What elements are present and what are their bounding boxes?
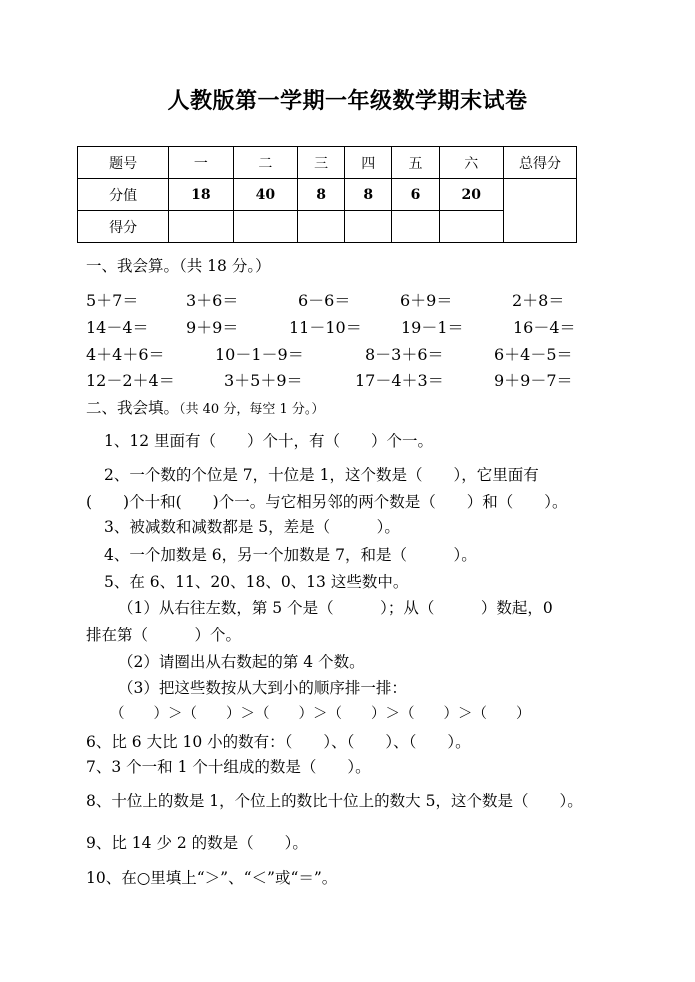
calc-item: 10－1－9＝ [215, 345, 304, 364]
calc-item: 9＋9＝ [186, 318, 239, 337]
score-cell[interactable] [298, 211, 345, 243]
score-table [77, 146, 577, 243]
calc-item: 6＋4－5＝ [494, 345, 573, 364]
calc-item: 16－4＝ [513, 318, 576, 337]
table-row [78, 179, 577, 211]
total-score-cell[interactable] [504, 179, 577, 243]
table-header-cell: 五 [392, 147, 439, 179]
question-5-1-line1: （1）从右往左数，第 5 个是（ ）；从（ ）数起，0 [118, 599, 553, 617]
calc-item: 14－4＝ [86, 318, 149, 337]
table-row [78, 211, 577, 243]
question-8: 8、十位上的数是 1，个位上的数比十位上的数大 5，这个数是（ ）。 [86, 792, 583, 810]
value-cell: 6 [392, 179, 439, 211]
calc-item: 17－4＋3＝ [355, 371, 444, 390]
table-header-cell: 六 [439, 147, 503, 179]
value-cell: 18 [169, 179, 233, 211]
question-5-2: （2）请圈出从右数起的第 4 个数。 [118, 653, 365, 671]
value-cell: 8 [345, 179, 392, 211]
table-header-cell: 二 [233, 147, 297, 179]
question-3: 3、被减数和减数都是 5，差是（ ）。 [104, 518, 400, 536]
score-cell[interactable] [233, 211, 297, 243]
question-9: 9、比 14 少 2 的数是（ ）。 [86, 834, 308, 852]
value-cell: 40 [233, 179, 297, 211]
calc-item: 6＋9＝ [400, 291, 453, 310]
question-10: 10、在○里填上“＞”、“＜”或“＝”。 [86, 869, 338, 887]
calc-item: 12－2＋4＝ [86, 371, 175, 390]
section2-title: 二、我会填。 [86, 399, 180, 417]
calc-item: 2＋8＝ [512, 291, 565, 310]
section2-heading [86, 396, 324, 418]
score-cell[interactable] [392, 211, 439, 243]
question-5-3: （3）把这些数按从大到小的顺序排一排： [118, 679, 407, 697]
table-header-cell: 三 [298, 147, 345, 179]
calc-item: 19－1＝ [401, 318, 464, 337]
question-2-line2: ( )个十和( )个一。与它相另邻的两个数是（ ）和（ ）。 [86, 493, 568, 511]
question-5-1-line2: 排在第（ ）个。 [86, 626, 242, 644]
question-1: 1、12 里面有（ ）个十，有（ ）个一。 [104, 432, 434, 450]
page-title: 人教版第一学期一年级数学期末试卷 [167, 89, 528, 114]
question-5-3-blanks: （ ）＞（ ）＞（ ）＞（ ）＞（ ）＞（ ） [110, 706, 531, 722]
table-header-cell: 一 [169, 147, 233, 179]
values-label: 分值 [78, 179, 169, 211]
score-cell[interactable] [169, 211, 233, 243]
calc-item: 5＋7＝ [86, 291, 139, 310]
question-7: 7、3 个一和 1 个十组成的数是（ ）。 [86, 758, 371, 776]
question-6: 6、比 6 大比 10 小的数有：（ ）、（ ）、（ ）。 [86, 733, 471, 751]
calc-item: 3＋6＝ [186, 291, 239, 310]
calc-item: 11－10＝ [289, 318, 362, 337]
question-4: 4、一个加数是 6，另一个加数是 7，和是（ ）。 [104, 546, 477, 564]
calc-item: 6－6＝ [298, 291, 351, 310]
calc-item: 4＋4＋6＝ [86, 345, 165, 364]
section1-heading: 一、我会算。（共 18 分。） [86, 257, 271, 275]
question-2-line1: 2、一个数的个位是 7，十位是 1，这个数是（ ），它里面有 [104, 466, 539, 484]
score-cell[interactable] [439, 211, 503, 243]
table-header-cell: 题号 [78, 147, 169, 179]
score-cell[interactable] [345, 211, 392, 243]
calc-item: 3＋5＋9＝ [224, 371, 303, 390]
question-5: 5、在 6、11、20、18、0、13 这些数中。 [104, 573, 409, 591]
table-header-cell: 四 [345, 147, 392, 179]
calc-item: 9＋9－7＝ [494, 371, 573, 390]
value-cell: 20 [439, 179, 503, 211]
value-cell: 8 [298, 179, 345, 211]
score-label: 得分 [78, 211, 169, 243]
calc-item: 8－3＋6＝ [365, 345, 444, 364]
table-header-cell: 总得分 [504, 147, 577, 179]
section2-note: （共 40 分，每空 1 分。） [179, 402, 325, 417]
table-row [78, 147, 577, 179]
